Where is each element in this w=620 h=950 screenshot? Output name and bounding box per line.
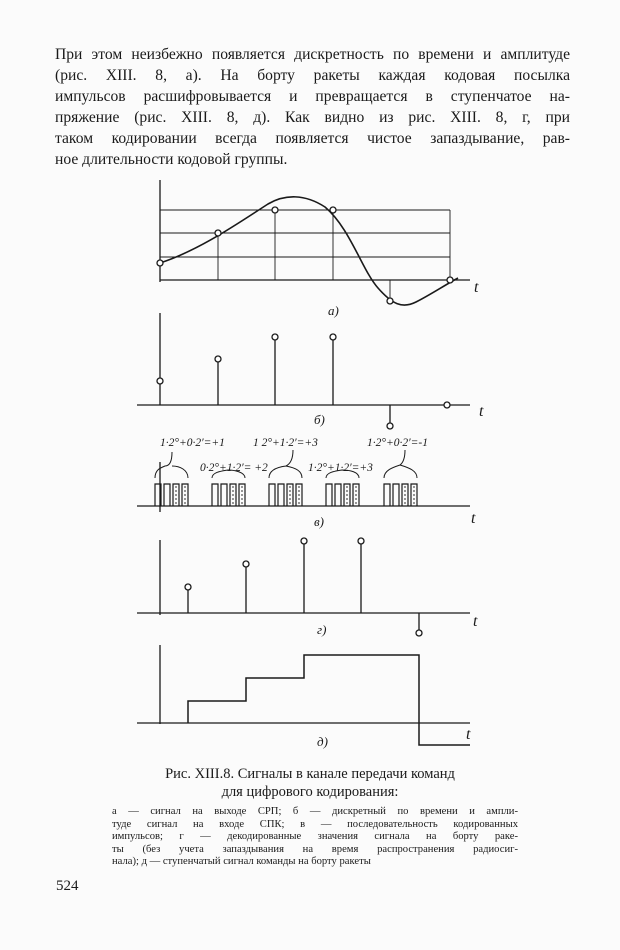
- panel-a: [157, 180, 470, 305]
- panel-a-signal-curve: [160, 197, 458, 305]
- code-bracket: [384, 450, 417, 478]
- legend-line: туде сигнал на входе СПК; в — последовательность кодированных: [112, 818, 518, 830]
- legend-line: нала); д — ступенчатый сигнал команды на борту ракеты: [112, 856, 371, 868]
- panel-label: г): [317, 622, 327, 637]
- panel-g-impulse-head: [358, 538, 364, 544]
- code-annotation: 1·2°+1·2′=+3: [308, 462, 373, 474]
- code-annotation: 1 2°+1·2′=+3: [253, 437, 318, 449]
- panel-g-impulse-head: [416, 630, 422, 636]
- axis-label-t: t: [474, 279, 479, 296]
- panel-label: в): [314, 514, 324, 529]
- body-line: ное длительности кодовой группы.: [55, 151, 288, 168]
- figure-legend: [112, 806, 518, 869]
- code-annotation: 0·2°+1·2′= +2: [200, 462, 268, 474]
- panel-d: [137, 645, 470, 745]
- code-bracket: [269, 450, 302, 478]
- code-annotation: 1·2°+0·2′=+1: [160, 437, 225, 449]
- panel-b-impulse-head: [387, 423, 393, 429]
- panel-b-impulse-head: [157, 378, 163, 384]
- panel-b-impulse-head: [272, 334, 278, 340]
- panel-b-impulse-head: [444, 402, 450, 408]
- axis-label-t: t: [473, 613, 478, 630]
- axis-label-t: t: [466, 726, 471, 743]
- legend-line: ты (без учета запаздывания на время распространения радиосиг-: [112, 843, 518, 855]
- pulse-group-3: [269, 484, 302, 506]
- page-number: 524: [56, 878, 79, 894]
- body-line: импульсов расшифровывается и превращается в ступенчатое на-: [55, 88, 570, 105]
- panel-a-sample-point: [215, 230, 221, 236]
- body-line: (рис. XIII. 8, а). На борту ракеты каждая кодовая посылка: [55, 67, 570, 84]
- panel-a-sample-point: [387, 298, 393, 304]
- axis-label-t: t: [479, 403, 484, 420]
- panel-g-impulse-head: [185, 584, 191, 590]
- pulse-group-2: [212, 484, 245, 506]
- panel-v: [137, 450, 470, 512]
- panel-a-sample-point: [272, 207, 278, 213]
- body-line: При этом неизбежно появляется дискретность по времени и амплитуде: [55, 46, 570, 63]
- pulse-group-5: [384, 484, 417, 506]
- body-line: пряжение (рис. XIII. 8, д). Как видно из рис. XIII. 8, г, при: [55, 109, 570, 126]
- axis-label-t: t: [471, 510, 476, 527]
- panel-b-impulse-head: [330, 334, 336, 340]
- figure-caption-title: [0, 765, 620, 801]
- panel-d-staircase-signal: [188, 655, 470, 745]
- panel-a-sample-point: [157, 260, 163, 266]
- panel-b-impulse-head: [215, 356, 221, 362]
- legend-line: а — сигнал на выходе СРП; б — дискретный по времени и ампли-: [112, 806, 518, 817]
- panel-g: [137, 538, 470, 636]
- body-line: таком кодировании всегда появляется чистое запаздывание, рав-: [55, 130, 570, 147]
- panel-g-impulse-head: [301, 538, 307, 544]
- panel-a-sample-point: [447, 277, 453, 283]
- panel-a-sample-point: [330, 207, 336, 213]
- caption-line: Рис. XIII.8. Сигналы в канале передачи команд: [165, 766, 455, 782]
- caption-line: для цифрового кодирования:: [221, 784, 399, 800]
- panel-g-impulse-head: [243, 561, 249, 567]
- panel-b: [137, 313, 470, 429]
- panel-label: б): [314, 412, 325, 427]
- panel-label: а): [328, 303, 339, 318]
- panel-label: д): [317, 734, 328, 749]
- code-annotation: 1·2°+0·2′=-1: [367, 437, 428, 449]
- legend-line: импульсов; г — декодированные значения сигнала на борту раке-: [112, 831, 518, 843]
- pulse-group-4: [326, 484, 359, 506]
